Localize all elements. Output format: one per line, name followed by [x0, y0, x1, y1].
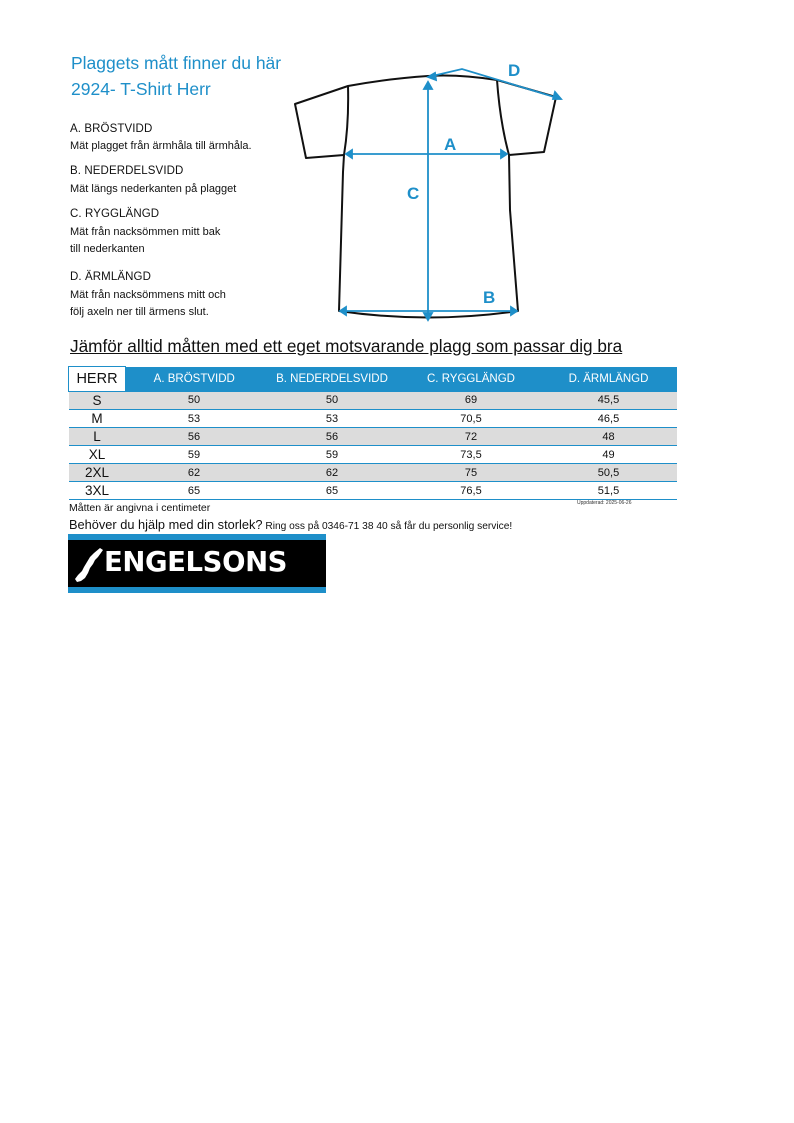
table-cell: 72 [402, 428, 541, 446]
measurement-c-heading: C. RYGGLÄNGD [70, 208, 160, 220]
table-cell: 65 [126, 482, 263, 500]
measurement-c-desc-1: Mät från nacksömmen mitt bak [70, 226, 221, 238]
table-cell: 65 [263, 482, 402, 500]
label-d: D [508, 61, 521, 80]
header-nederdelsvidd: B. NEDERDELSVIDD [263, 367, 402, 392]
help-text: Ring oss på 0346-71 38 40 så får du personlig service! [262, 521, 513, 532]
table-cell: 73,5 [402, 446, 541, 464]
tshirt-outline [295, 76, 556, 318]
size-cell: 3XL [69, 482, 126, 500]
sweden-map-icon [74, 547, 104, 583]
compare-note: Jämför alltid måtten med ett eget motsvarande plagg som passar dig bra [70, 336, 623, 356]
size-cell: S [69, 392, 126, 410]
measurement-c-desc-2: till nederkanten [70, 243, 145, 255]
table-cell: 48 [541, 428, 677, 446]
measure-line-d [428, 69, 561, 99]
arrow-c-bottom [424, 313, 432, 320]
table-header-row [69, 367, 677, 392]
table-cell: 50 [263, 392, 402, 410]
measure-lines [340, 69, 561, 320]
table-cell: 62 [126, 464, 263, 482]
table-cell: 59 [263, 446, 402, 464]
unit-note: Måtten är angivna i centimeter [69, 502, 211, 514]
table-cell: 45,5 [541, 392, 677, 410]
table-row [69, 464, 677, 482]
arrow-c-top [424, 82, 432, 89]
table-cell: 76,5 [402, 482, 541, 500]
size-cell: XL [69, 446, 126, 464]
header-herr: HERR [69, 367, 126, 392]
arrow-a-left [346, 150, 352, 158]
arrow-b-left [340, 307, 346, 315]
arrow-a-right [501, 150, 507, 158]
label-c: C [407, 184, 420, 203]
product-title: 2924- T-Shirt Herr [71, 79, 211, 99]
table-row [69, 392, 677, 410]
measurement-d-heading: D. ÄRMLÄNGD [70, 271, 151, 283]
measurement-b-heading: B. NEDERDELSVIDD [70, 165, 184, 177]
table-row [69, 410, 677, 428]
size-table [68, 366, 677, 500]
table-cell: 75 [402, 464, 541, 482]
updated-date: Uppdaterad: 2025-06-26 [577, 500, 632, 506]
header-armlangd: D. ÄRMLÄNGD [541, 367, 677, 392]
table-cell: 56 [126, 428, 263, 446]
arrow-d-start [428, 73, 436, 80]
label-a: A [444, 135, 457, 154]
table-cell: 50,5 [541, 464, 677, 482]
table-cell: 69 [402, 392, 541, 410]
table-cell: 50 [126, 392, 263, 410]
measurement-a-desc: Mät plagget från ärmhåla till ärmhåla. [70, 140, 252, 152]
size-cell: 2XL [69, 464, 126, 482]
measurement-b-desc: Mät längs nederkanten på plagget [70, 183, 237, 195]
table-cell: 56 [263, 428, 402, 446]
measurement-a-heading: A. BRÖSTVIDD [70, 123, 153, 135]
page-title: Plaggets mått finner du här [71, 53, 282, 73]
table-cell: 49 [541, 446, 677, 464]
table-cell: 46,5 [541, 410, 677, 428]
table-cell: 51,5 [541, 482, 677, 500]
help-question: Behöver du hjälp med din storlek? [69, 517, 263, 532]
label-b: B [483, 288, 496, 307]
logo-text: ENGELSONS [104, 546, 288, 578]
header-rygglangd: C. RYGGLÄNGD [402, 367, 541, 392]
logo-band-bottom [68, 587, 326, 593]
table-row [69, 482, 677, 500]
size-cell: M [69, 410, 126, 428]
table-cell: 70,5 [402, 410, 541, 428]
measurement-d-desc-1: Mät från nacksömmens mitt och [70, 289, 226, 301]
table-cell: 62 [263, 464, 402, 482]
arrow-b-right [511, 307, 517, 315]
table-row [69, 446, 677, 464]
help-line [69, 516, 512, 534]
engelsons-logo [68, 534, 326, 593]
header-brostvidd: A. BRÖSTVIDD [126, 367, 263, 392]
arrow-d-end [553, 92, 561, 99]
table-cell: 53 [126, 410, 263, 428]
size-cell: L [69, 428, 126, 446]
measurement-d-desc-2: följ axeln ner till ärmens slut. [70, 306, 209, 318]
table-row [69, 428, 677, 446]
table-cell: 59 [126, 446, 263, 464]
table-cell: 53 [263, 410, 402, 428]
tshirt-diagram [288, 58, 578, 328]
